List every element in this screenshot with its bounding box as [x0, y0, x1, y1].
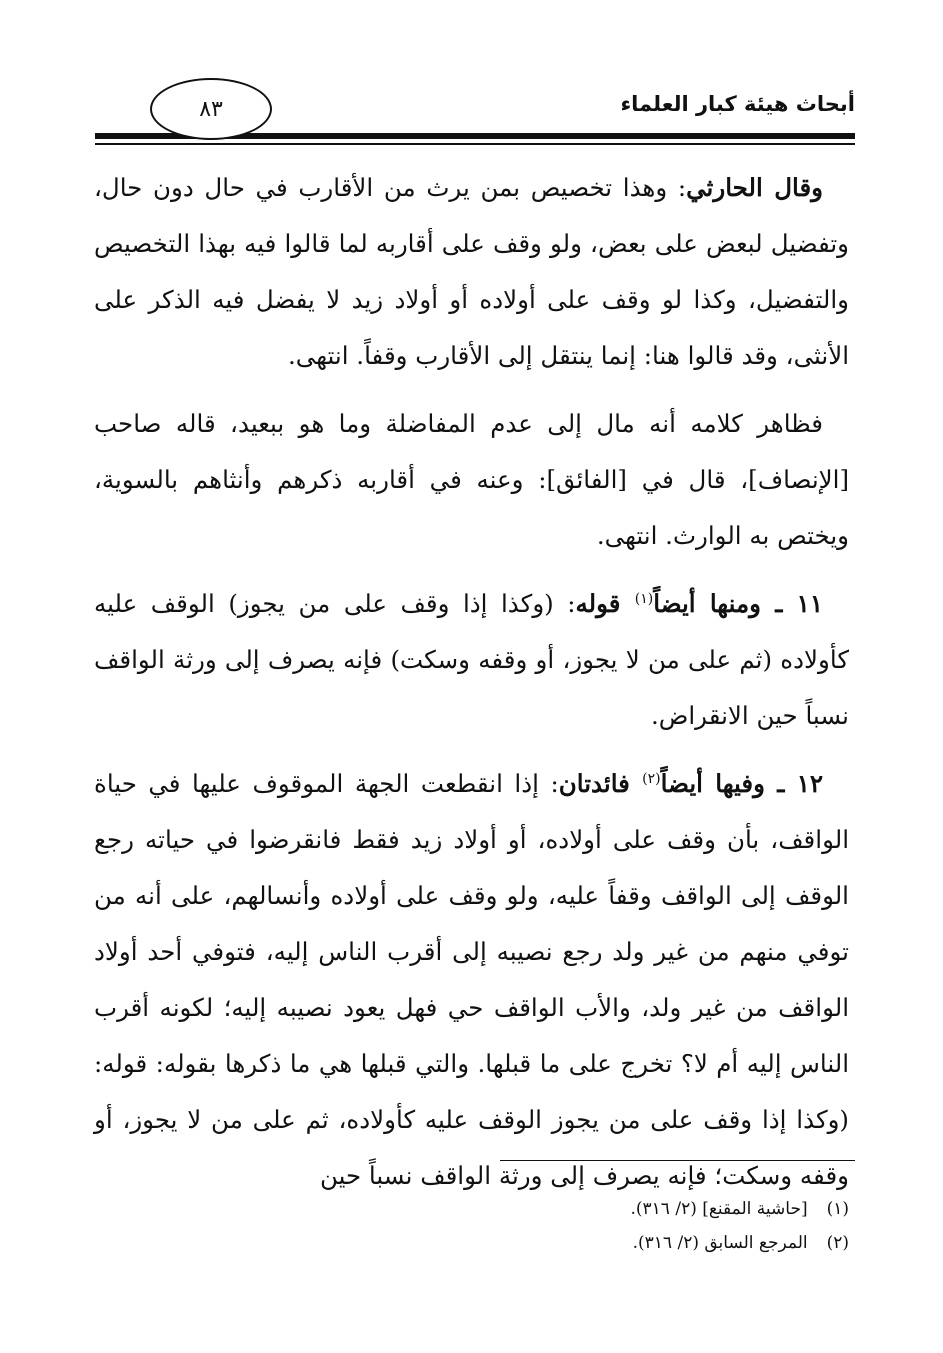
footnote-number: (٢)	[826, 1233, 849, 1253]
paragraph-1	[94, 160, 849, 384]
paragraph-text: : وهذا تخصيص بمن يرث من الأقارب في حال دون حال، وتفضيل لبعض على بعض، ولو وقف على أقاربه لما قالوا فيه بهذا التخصيص والتفضيل، وكذا لو وقف على أولاده أو أولاد زيد لا يفضل فيه الذكر على الأنثى، وقد قالوا هنا: إنما ينتقل إلى الأقارب وقفاً. انتهى.	[94, 173, 849, 370]
paragraph-text: : إذا انقطعت الجهة الموقوف عليها في حياة الواقف، بأن وقف على أولاده، أو أولاد زيد فقط فانقرضوا في حياته رجع الوقف إلى الواقف وقفاً عليه، ولو وقف على أولاده وأنسالهم، على أنه من توفي منهم من غير ولد رجع نصيبه إلى أقرب الناس إليه، فتوفي أحد أولاد الواقف من غير ولد، والأب الواقف حي فهل يعود نصيبه إليه؛ لكونه أقرب الناس إليه أم لا؟ تخرج على ما قبلها. والتي قبلها هي ما ذكرها بقوله: قوله: (وكذا إذا وقف على من يجوز الوقف عليه كأولاده، ثم على من لا يجوز، أو وقفه وسكت؛ فإنه يصرف إلى ورثة الواقف نسباً حين	[94, 769, 849, 1190]
page-number: ٨٣	[150, 78, 272, 140]
page-header	[95, 78, 855, 148]
paragraph-3	[94, 576, 849, 744]
footnote-number: (١)	[826, 1199, 849, 1219]
paragraph-text: فظاهر كلامه أنه مال إلى عدم المفاضلة وما هو ببعيد، قاله صاحب [الإنصاف]، قال في [الفائق]: وعنه في أقاربه ذكرهم وأنثاهم بالسوية، ويختص به الوارث. انتهى.	[94, 409, 849, 550]
paragraph-lead: ١١ ـ ومنها أيضاً	[653, 589, 823, 618]
running-title: أبحاث هيئة كبار العلماء	[620, 92, 855, 116]
footnotes	[94, 1192, 849, 1260]
paragraph-lead-2: قوله	[575, 589, 635, 618]
paragraph-lead: وقال الحارثي	[686, 173, 824, 202]
paragraph-4	[94, 756, 849, 1204]
footnote-2	[94, 1226, 849, 1260]
paragraph-2	[94, 396, 849, 564]
footnote-text: المرجع السابق (٢/ ٣١٦).	[632, 1233, 808, 1253]
footnote-ref-1[interactable]: (١)	[634, 590, 654, 607]
footnote-ref-2[interactable]: (٢)	[642, 770, 661, 787]
paragraph-lead: ١٢ ـ وفيها أيضاً	[660, 769, 824, 798]
paragraph-lead-2: فائدتان	[558, 769, 643, 798]
footnote-separator	[500, 1160, 855, 1161]
paragraph-text: : (وكذا إذا وقف على من يجوز) الوقف عليه كأولاده (ثم على من لا يجوز، أو وقفه وسكت) فإنه يصرف إلى ورثة الواقف نسباً حين الانقراض.	[94, 589, 849, 730]
footnote-text: [حاشية المقنع] (٢/ ٣١٦).	[630, 1199, 808, 1219]
body-text	[94, 160, 849, 1216]
footnote-1	[94, 1192, 849, 1226]
header-rule-thin	[95, 143, 855, 145]
